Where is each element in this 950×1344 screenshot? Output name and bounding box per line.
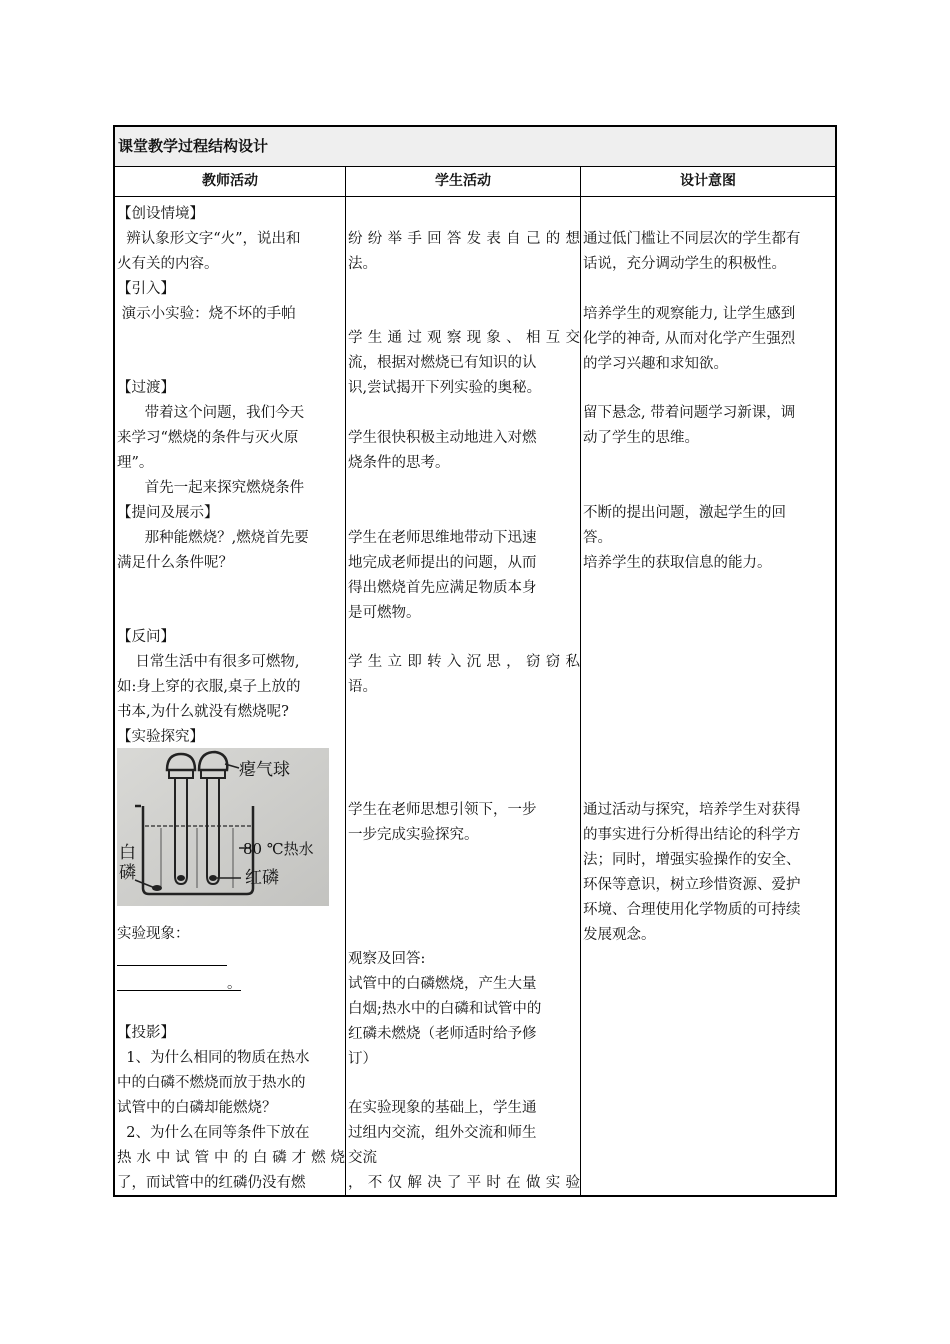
teacher-text: 了，而试管中的红磷仍没有燃	[117, 1175, 306, 1191]
student-text: 在实验现象的基础上，学生通	[348, 1100, 537, 1116]
student-text: 学生在老师思想引领下，一步	[348, 802, 537, 818]
student-text: 订）	[348, 1051, 377, 1067]
design-text: 化学的神奇, 从而对化学产生强烈	[583, 331, 796, 347]
period-mark: 。	[227, 976, 242, 992]
header-student-activity: 学生活动	[435, 173, 491, 189]
student-text: 是可燃物。	[348, 605, 421, 621]
blank-line	[117, 972, 345, 997]
blank-line	[117, 947, 345, 975]
teacher-text: 来学习“燃烧的条件与灭火原	[117, 430, 299, 446]
teacher-text: 带着这个问题，我们今天	[117, 405, 305, 421]
student-text: 白烟;热水中的白磷和试管中的	[348, 1001, 542, 1017]
student-text: 观察及回答:	[348, 951, 426, 967]
section-heading: 【投影】	[117, 1025, 175, 1041]
teacher-text: 那种能燃烧？,燃烧首先要	[117, 530, 309, 546]
student-text: 交流	[348, 1150, 377, 1166]
teacher-text: 书本,为什么就没有燃烧呢?	[117, 704, 289, 720]
phenomenon-label: 实验现象：	[117, 926, 190, 942]
student-text: 识,尝试揭开下列实验的奥秘。	[348, 380, 542, 396]
design-text: 通过低门槛让不同层次的学生都有	[583, 231, 801, 247]
student-text: 过组内交流，组外交流和师生	[348, 1125, 537, 1141]
section-heading: 【创设情境】	[117, 206, 204, 222]
teacher-text: 满足什么条件呢？	[117, 555, 233, 571]
design-text: 不断的提出问题，激起学生的回	[583, 505, 786, 521]
student-text: 法。	[348, 256, 377, 272]
design-text: 环保等意识，树立珍惜资源、爱护	[583, 877, 801, 893]
design-text: 环境、合理使用化学物质的可持续	[583, 902, 801, 918]
label-white-phosphorus: 磷	[119, 863, 136, 883]
teacher-text: 演示小实验：烧不坏的手帕	[117, 306, 296, 322]
student-text: 流，根据对燃烧已有知识的认	[348, 355, 537, 371]
student-text: 红磷未燃烧（老师适时给予修	[348, 1026, 537, 1042]
design-text: 的学习兴趣和求知欲。	[583, 356, 728, 372]
section-heading: 【过渡】	[117, 380, 175, 396]
column-divider	[345, 167, 346, 1195]
teacher-text: 热水中试管中的白磷才燃烧	[117, 1150, 345, 1166]
design-text: 话说，充分调动学生的积极性。	[583, 256, 786, 272]
teacher-text: 1、为什么相同的物质在热水	[117, 1050, 310, 1066]
student-text: 得出燃烧首先应满足物质本身	[348, 580, 537, 596]
student-text: 学生在老师思维地带动下迅速	[348, 530, 537, 546]
student-text: 学生很快积极主动地进入对燃	[348, 430, 537, 446]
student-text: 学生通过观察现象、相互交	[348, 330, 580, 346]
column-divider	[580, 167, 581, 1195]
label-red-phosphorus: 红磷	[245, 868, 279, 888]
student-text: ，不仅解决了平时在做实验	[348, 1175, 580, 1191]
label-balloon: 瘪气球	[239, 760, 290, 780]
label-hot-water: 80 ℃热水	[243, 840, 314, 858]
table-header-row	[115, 167, 835, 197]
design-text: 留下悬念, 带着问题学习新课，调	[583, 405, 796, 421]
experiment-apparatus-figure	[117, 748, 329, 906]
student-text: 试管中的白磷燃烧，产生大量	[348, 976, 537, 992]
design-text: 法；同时，增强实验操作的安全、	[583, 852, 801, 868]
teacher-text: 理”。	[117, 455, 154, 471]
student-text: 学生立即转入沉思，窃窃私	[348, 654, 580, 670]
design-text: 动了学生的思维。	[583, 430, 699, 446]
section-heading: 【提问及展示】	[117, 505, 219, 521]
teacher-text: 首先一起来探究燃烧条件	[117, 480, 305, 496]
teacher-text: 火有关的内容。	[117, 256, 219, 272]
section-heading: 【反问】	[117, 629, 175, 645]
teacher-text: 如:身上穿的衣服,桌子上放的	[117, 679, 301, 695]
student-text: 烧条件的思考。	[348, 455, 450, 471]
student-text: 语。	[348, 679, 377, 695]
teacher-text: 辨认象形文字“火”，说出和	[117, 231, 301, 247]
design-text: 答。	[583, 530, 612, 546]
teacher-text: 中的白磷不燃烧而放于热水的	[117, 1075, 306, 1091]
student-text: 地完成老师提出的问题，从而	[348, 555, 537, 571]
section-heading: 【引入】	[117, 281, 175, 297]
teacher-text: 日常生活中有很多可燃物,	[117, 654, 300, 670]
header-design-intent: 设计意图	[680, 173, 736, 189]
teacher-text: 2、为什么在同等条件下放在	[117, 1125, 310, 1141]
student-text: 纷纷举手回答发表自己的想	[348, 231, 580, 247]
design-text: 的事实进行分析得出结论的科学方	[583, 827, 801, 843]
design-text: 培养学生的获取信息的能力。	[583, 555, 772, 571]
student-text: 一步完成实验探究。	[348, 827, 479, 843]
section-heading: 【实验探究】	[117, 729, 204, 745]
table-title: 课堂教学过程结构设计	[115, 127, 835, 167]
design-text: 发展观念。	[583, 927, 656, 943]
header-teacher-activity: 教师活动	[202, 173, 258, 189]
lesson-design-table	[113, 125, 837, 1197]
teacher-text: 试管中的白磷却能燃烧？	[117, 1100, 277, 1116]
design-text: 培养学生的观察能力, 让学生感到	[583, 306, 796, 322]
design-text: 通过活动与探究，培养学生对获得	[583, 802, 801, 818]
label-white-phosphorus: 白	[119, 843, 136, 863]
